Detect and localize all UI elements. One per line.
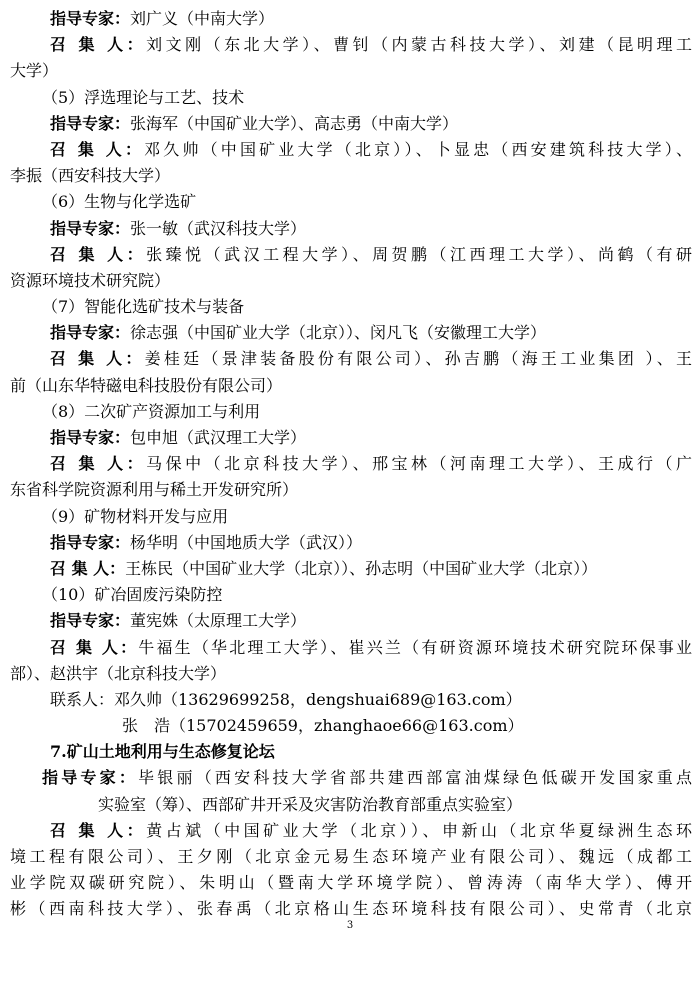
contact-line: 联系人：邓久帅（13629699258，dengshuai689@163.com） (50, 689, 522, 709)
text: 刘文刚（东北大学）、曹钊（内蒙古科技大学）、刘建（昆明理工 (146, 35, 692, 55)
label: 指导专家： (50, 323, 131, 343)
section-heading: （10）矿冶固废污染防控 (42, 585, 223, 605)
label: 召 集 人： (50, 349, 145, 369)
text: 杨华明（中国地质大学（武汉）） (130, 532, 363, 552)
document-body (10, 6, 692, 923)
continuation-line: 前（山东华特磁电科技股份有限公司） (10, 375, 283, 395)
text: 毕银丽（西安科技大学省部共建西部富油煤绿色低碳开发国家重点 (138, 768, 692, 788)
continuation-line: 东省科学院资源利用与稀土开发研究所） (10, 480, 299, 500)
text: 邓久帅（中国矿业大学（北京））、卜显忠（西安建筑科技大学）、 (144, 139, 692, 159)
section-heading: （8）二次矿产资源加工与利用 (42, 401, 261, 421)
text: 董宪姝（太原理工大学） (130, 611, 307, 631)
expert-line (10, 320, 692, 346)
convener-line (10, 242, 692, 268)
expert-line (10, 765, 692, 791)
section-heading: （6）生物与化学选矿 (42, 192, 197, 212)
continuation-line: 部）、赵洪宇（北京科技大学） (10, 663, 227, 683)
text: 马保中（北京科技大学）、邢宝林（河南理工大学）、王成行（广 (146, 454, 692, 474)
continuation-line: 境工程有限公司）、王夕刚（北京金元易生态环境产业有限公司）、魏远（成都工 (10, 847, 692, 866)
label: 指导专家： (50, 9, 131, 28)
text: 张海军（中国矿业大学）、高志勇（中南大学） (130, 113, 459, 133)
convener-line (10, 818, 692, 844)
text: 黄占斌（中国矿业大学（北京））、申新山（北京华夏绿洲生态环 (146, 820, 692, 840)
label: 指导专家： (50, 532, 131, 552)
text: 王栋民（中国矿业大学（北京））、孙志明（中国矿业大学（北京）） (125, 558, 598, 578)
text: 姜桂廷（景津装备股份有限公司）、孙吉鹏（海王工业集团 ）、王 (144, 349, 692, 369)
label: 指导专家： (50, 113, 131, 133)
text: 徐志强（中国矿业大学（北京））、闵凡飞（安徽理工大学） (130, 323, 547, 343)
contact-line: 张 浩（15702459659，zhanghaoe66@163.com） (122, 716, 524, 736)
convener-line (10, 32, 692, 58)
continuation-line: 大学） (10, 61, 59, 81)
convener-line (10, 635, 692, 661)
label: 召 集 人： (50, 244, 147, 264)
label: 召 集 人： (50, 637, 139, 657)
expert-line (10, 425, 692, 451)
continuation-line: 李振（西安科技大学） (10, 166, 171, 186)
expert-line (10, 608, 692, 634)
forum-heading: 7.矿山土地利用与生态修复论坛 (50, 742, 275, 762)
text: 包申旭（武汉理工大学） (130, 428, 307, 447)
text: 刘广义（中南大学） (130, 9, 275, 28)
text: 张一敏（武汉科技大学） (130, 218, 307, 238)
label: 指导专家： (50, 611, 131, 631)
continuation-line: 资源环境技术研究院） (10, 270, 171, 290)
continuation-line: 业学院双碳研究院）、朱明山（暨南大学环境学院）、曾涛涛（南华大学）、傅开 (10, 873, 692, 893)
convener-line (10, 556, 692, 582)
label: 指导专家： (42, 768, 139, 788)
section-heading: （5）浮选理论与工艺、技术 (42, 87, 245, 107)
page-number: 3 (346, 920, 354, 931)
convener-line (10, 346, 692, 372)
text: 张臻悦（武汉工程大学）、周贺鹏（江西理工大学）、尚鹤（有研 (146, 244, 692, 264)
convener-line (10, 451, 692, 477)
label: 指导专家： (50, 218, 131, 238)
continuation-line: 实验室（筹）、西部矿井开采及灾害防治教育部重点实验室） (98, 794, 523, 814)
label: 召 集 人： (50, 35, 147, 55)
label: 召 集 人： (50, 820, 147, 840)
expert-line (10, 530, 692, 556)
expert-line (10, 6, 692, 32)
text: 牛福生（华北理工大学）、崔兴兰（有研资源环境技术研究院环保事业 (138, 637, 692, 657)
continuation-line: 彬（西南科技大学）、张春禹（北京格山生态环境科技有限公司）、史常青（北京 (10, 899, 692, 919)
label: 召 集 人： (50, 454, 147, 474)
label: 召 集 人： (50, 558, 126, 578)
label: 指导专家： (50, 428, 131, 447)
convener-line (10, 137, 692, 163)
expert-line (10, 111, 692, 137)
label: 召 集 人： (50, 139, 145, 159)
expert-line (10, 216, 692, 242)
section-heading: （9）矿物材料开发与应用 (42, 506, 229, 526)
section-heading: （7）智能化选矿技术与装备 (42, 297, 245, 317)
